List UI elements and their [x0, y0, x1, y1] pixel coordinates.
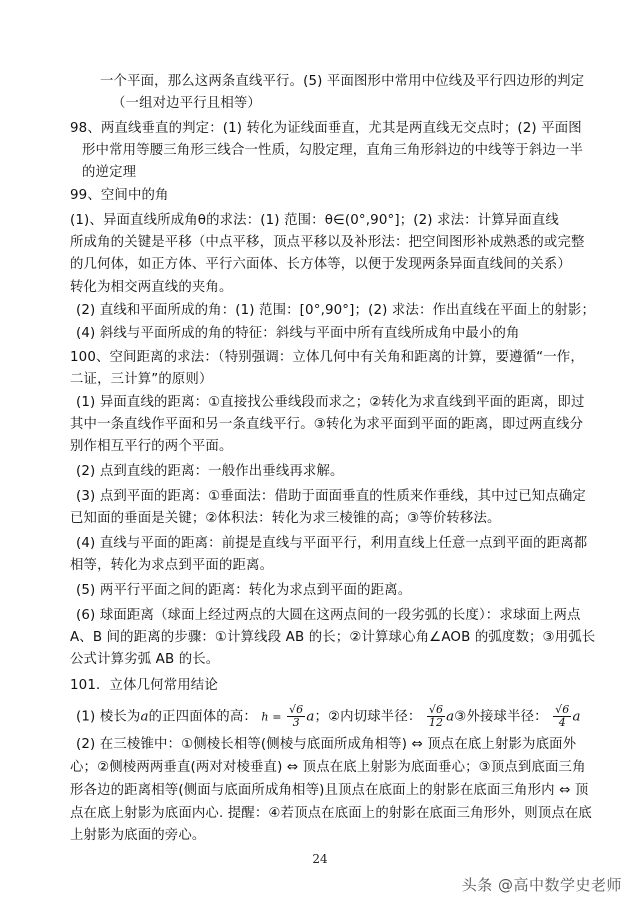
text-line: 点在底上射影为底面内心. 提醒：④若顶点在底面上的射影在底面三角形外，则顶点在底 [70, 806, 592, 821]
text-line: 一个平面，那么这两条直线平行。(5) 平面图形中常用中位线及平行四边形的判定 [100, 74, 585, 89]
formula-text: (1) 棱长为 [76, 709, 141, 725]
text-line: 形中常用等腰三角形三线合一性质，勾股定理，直角三角形斜边的中线等于斜边一半 [82, 143, 584, 158]
text-line: 100、空间距离的求法：（特别强调：立体几何中有关角和距离的计算，要遵循“一作， [70, 350, 584, 365]
text-line: 所成角的关键是平移（中点平移，顶点平移以及补形法：把空间图形补成熟悉的或完整 [70, 235, 585, 250]
text-line: 转化为相交两直线的夹角。 [70, 280, 233, 295]
text-line: 形各边的距离相等(侧面与底面所成角相等)且顶点在底面上的射影在底面三角形内 ⇔ 顶 [70, 783, 589, 798]
text-line: (3) 点到平面的距离：①垂面法：借助于面面垂直的性质来作垂线，其中过已知点确定 [76, 489, 586, 504]
formula-var: h = [261, 710, 282, 724]
text-line: （一组对边平行且相等） [112, 96, 261, 111]
fraction [427, 704, 445, 729]
text-line: 的逆定理 [82, 165, 137, 180]
formula-text: ；②内切球半径： [314, 709, 422, 725]
fraction-numerator: √6 [428, 703, 444, 716]
text-line: 98、两直线垂直的判定：(1) 转化为证线面垂直，尤其是两直线无交点时；(2) 平面图 [70, 121, 582, 136]
text-line: (2) 在三棱锥中：①侧棱长相等(侧棱与底面所成角相等) ⇔ 顶点在底上射影为底面外 [76, 737, 577, 752]
fraction-denominator: 12 [428, 716, 444, 729]
text-line: (5) 两平行平面之间的距离：转化为求点到平面的距离。 [76, 583, 412, 598]
text-line: (2) 直线和平面所成的角：(1) 范围：[0°,90°]；(2) 求法：作出直线在平面上的射影； [76, 303, 596, 318]
text-line: (1)、异面直线所成角θ的求法：(1) 范围：θ∈(0°,90°]；(2) 求法：计算异面直线 [70, 213, 559, 228]
formula-var: a [446, 709, 455, 725]
fraction-denominator: 4 [558, 716, 566, 729]
text-line: (6) 球面距离（球面上经过两点的大圆在这两点间的一段劣弧的长度）：求球面上两点 [76, 608, 581, 623]
fraction [553, 704, 571, 729]
text-line: 其中一条直线作平面和另一条直线平行。③转化为求平面到平面的距离，即过两直线分 [70, 417, 584, 432]
text-line: 相等，转化为求点到平面的距离。 [70, 558, 274, 573]
fraction-denominator: 3 [292, 716, 300, 729]
text-line: 别作相互平行的两个平面。 [70, 439, 233, 454]
page-number: 24 [312, 852, 328, 866]
text-line: (4) 斜线与平面所成的角的特征：斜线与平面中所有直线所成角中最小的角 [76, 326, 520, 341]
text-line: 的几何体，如正方体、平行六面体、长方体等，以便于发现两条异面直线间的关系） [70, 257, 572, 272]
text-line: 心；②侧棱两两垂直(两对对棱垂直) ⇔ 顶点在底上射影为底面垂心；③顶点到底面三角 [70, 760, 586, 775]
formula-var: a [306, 709, 315, 725]
text-line: (4) 直线与平面的距离：前提是直线与平面平行，利用直线上任意一点到平面的距离都 [76, 536, 588, 551]
text-line: (2) 点到直线的距离：一般作出垂线再求解。 [76, 464, 344, 479]
fraction-numerator: √6 [289, 703, 304, 716]
watermark: 头条 @高中数学史老师 [461, 876, 622, 894]
section-heading: 101．立体几何常用结论 [70, 678, 218, 693]
text-line: (1) 异面直线的距离：①直接找公垂线段而求之；②转化为求直线到平面的距离，即过 [76, 395, 585, 410]
fraction-numerator: √6 [555, 703, 570, 716]
fraction [287, 704, 305, 729]
text-line: 上射影为底面的旁心。 [70, 828, 206, 843]
text-line: 公式计算劣弧 AB 的长。 [70, 652, 220, 667]
section-heading: 99、空间中的角 [70, 188, 169, 203]
formula-var: a [572, 709, 581, 725]
formula-text: 的正四面体的高： [148, 709, 257, 725]
text-line: 二证，三计算”的原则） [70, 372, 213, 387]
formula-text: ③外接球半径： [454, 709, 548, 725]
text-line: A、B 间的距离的步骤：①计算线段 AB 的长；②计算球心角∠AOB 的弧度数；③用弧长 [70, 630, 596, 645]
text-line: 已知面的垂面是关键；②体积法：转化为求三棱锥的高；③等价转移法。 [70, 511, 501, 526]
formula-line [76, 704, 581, 729]
formula-var: a [140, 709, 149, 725]
